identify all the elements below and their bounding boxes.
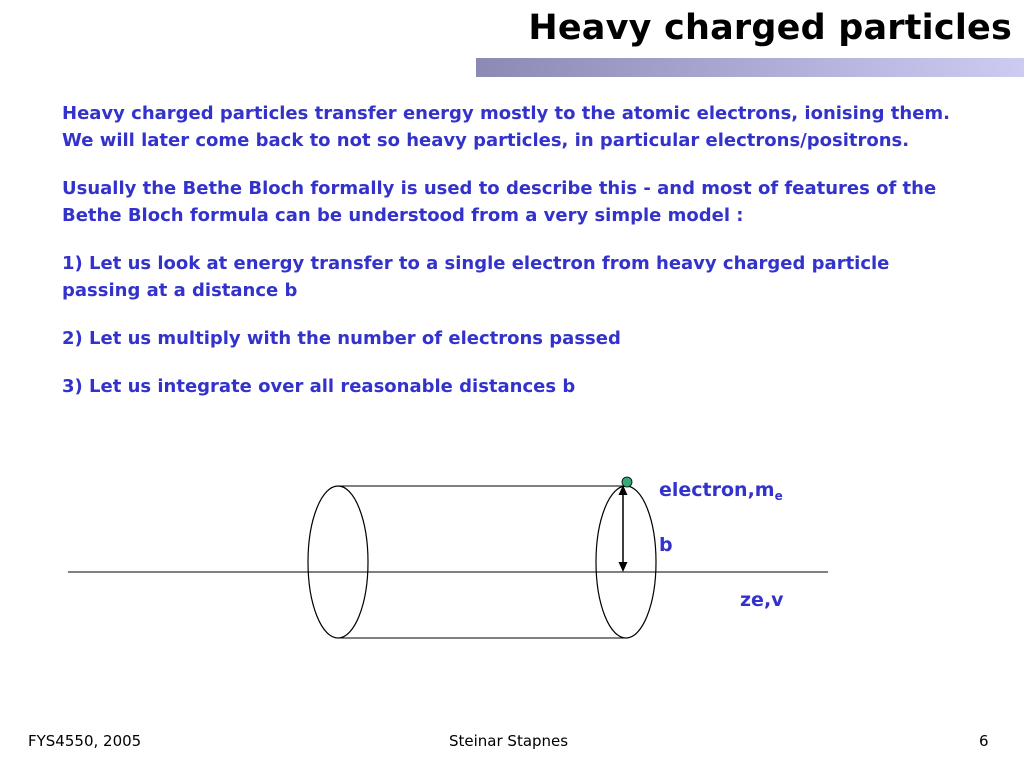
cylinder-left-ellipse [308,486,368,638]
footer-course: FYS4550, 2005 [28,732,142,750]
slide-title: Heavy charged particles [528,8,1012,48]
footer-page-number: 6 [979,732,989,750]
distance-b-label: b [659,534,673,556]
paragraph-step-1: 1) Let us look at energy transfer to a single electron from heavy charged particle passing at a distance b [62,253,890,301]
electron-mass-subscript: e [774,489,783,503]
paragraph-step-2: 2) Let us multiply with the number of electrons passed [62,328,621,349]
footer-author: Steinar Stapnes [449,732,569,750]
electron-dot [622,477,632,487]
paragraph-bethe-bloch: Usually the Bethe Bloch formally is used to describe this - and most of features of the Bethe Bloch formula can be understood from a very simple model : [62,178,937,226]
particle-label: ze,v [740,589,784,611]
arrow-head-down [619,562,628,572]
paragraph-intro: Heavy charged particles transfer energy mostly to the atomic electrons, ionising them. We will later come back to not so heavy particles, in particular electrons/positrons. [62,103,950,151]
paragraph-step-3: 3) Let us integrate over all reasonable distances b [62,376,576,397]
electron-label: $electron,m_e$ [659,479,783,503]
